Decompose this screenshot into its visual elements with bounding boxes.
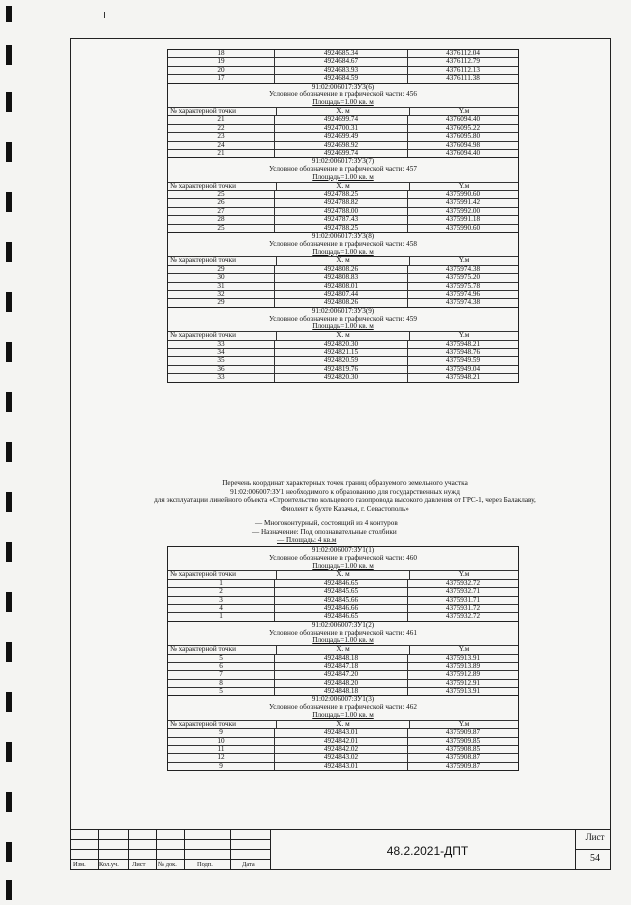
y-coordinate-cell: 4375975.78 [445,281,481,290]
y-coordinate-cell: 4375908.85 [445,745,481,754]
point-number-cell: 9 [168,729,275,736]
contour-area: Площадь=1.00 кв. м [312,636,374,645]
contour-table [167,307,519,383]
table-row [168,50,518,57]
x-coordinate-cell: 4924788.00 [275,208,408,215]
point-number-cell: 35 [168,357,275,364]
point-number-cell: 10 [168,738,275,745]
point-number-cell: 6 [168,663,275,670]
point-number-cell: 21 [168,116,275,123]
table-row [168,687,518,695]
stamp-col-date: Дата [242,861,255,868]
column-header-y: Y.м [458,106,470,115]
table-row [168,141,518,149]
table-row [168,654,518,662]
point-number-cell: 2 [168,588,275,595]
coordinate-rows [168,645,518,695]
y-coordinate-cell: 4375992.00 [445,206,481,215]
point-number-cell: 3 [168,597,275,604]
point-number-cell: 12 [168,754,275,761]
y-coordinate-cell: 4375948.21 [445,373,481,382]
table-row [168,190,518,198]
contour-area: Площадь=1.00 кв. м [312,247,374,256]
y-coordinate-cell: 4376112.13 [446,65,480,74]
column-header-point: № характерной точки [168,646,277,653]
point-number-cell: 1 [168,613,275,620]
x-coordinate-cell: 4924842.02 [275,746,408,753]
column-header-y: Y.м [458,719,470,728]
contour-id: 91:02:006007:ЗУ1(3) [311,695,375,704]
y-coordinate-cell: 4375990.60 [445,223,481,232]
point-number-cell: 22 [168,125,275,132]
property-purpose: — Назначение: Под опознавательные столбики [252,527,397,536]
table-row [168,215,518,223]
table-header-row [168,721,518,728]
y-coordinate-cell: 4375912.91 [445,678,481,687]
x-coordinate-cell: 4924845.65 [275,588,408,595]
x-coordinate-cell: 4924685.34 [275,50,408,57]
stamp-col-doc: № док. [158,861,177,868]
x-coordinate-cell: 4924788.25 [275,191,408,198]
point-number-cell: 5 [168,655,275,662]
column-header-y: Y.м [458,645,470,654]
table-row [168,356,518,364]
contour-table [167,621,519,696]
column-header-x: X. м [277,108,410,115]
parcel-properties [252,519,398,545]
column-header-y: Y.м [458,181,470,190]
table-row [168,679,518,687]
table-row [168,290,518,298]
column-header-y: Y.м [458,570,470,579]
point-number-cell: 34 [168,349,275,356]
table-row [168,579,518,587]
table-row [168,265,518,273]
coordinate-rows [168,720,518,770]
x-coordinate-cell: 4924683.93 [275,67,408,74]
y-coordinate-cell: 4375913.91 [445,653,481,662]
table-group-continued [167,49,519,83]
coordinate-tables-lower [167,546,519,771]
point-number-cell: 1 [168,580,275,587]
point-number-cell: 17 [168,75,275,82]
y-coordinate-cell: 4376111.38 [446,74,480,83]
y-coordinate-cell: 4376112.04 [446,49,480,57]
y-coordinate-cell: 4375913.91 [445,687,481,696]
y-coordinate-cell: 4375991.42 [445,198,481,207]
column-header-point: № характерной точки [168,257,277,264]
table-row [168,124,518,132]
table-row [168,57,518,65]
column-header-y: Y.м [458,256,470,265]
column-header-x: X. м [277,571,410,578]
contour-legend: Условное обозначение в графической части: 462 [269,703,417,712]
contour-id: 91:02:006017:ЗУ3(6) [311,82,375,91]
intro-line-1: Перечень координат характерных точек границ образуемого земельного участка [222,479,468,487]
y-coordinate-cell: 4375991.18 [445,215,481,224]
point-number-cell: 31 [168,283,275,290]
y-coordinate-cell: 4375948.76 [445,347,481,356]
table-header-row [168,332,518,339]
x-coordinate-cell: 4924788.25 [275,225,408,232]
scan-mark [104,12,105,18]
column-header-x: X. м [277,646,410,653]
point-number-cell: 32 [168,291,275,298]
x-coordinate-cell: 4924820.30 [275,374,408,381]
table-row [168,273,518,281]
contour-area: Площадь=1.00 кв. м [312,561,374,570]
y-coordinate-cell: 4375948.21 [445,339,481,348]
point-number-cell: 7 [168,671,275,678]
y-coordinate-cell: 4376094.40 [445,115,481,124]
sheet-label: Лист [585,832,605,842]
point-number-cell: 23 [168,133,275,140]
stamp-col-kol-uch: Кол.уч. [99,861,119,868]
contour-id: 91:02:006007:ЗУ1(1) [311,546,375,554]
table-row [168,74,518,82]
y-coordinate-cell: 4376095.80 [445,132,481,141]
x-coordinate-cell: 4924819.76 [275,366,408,373]
contour-table [167,232,519,307]
y-coordinate-cell: 4376094.40 [445,148,481,157]
contour-table [167,695,519,771]
contour-area: Площадь=1.00 кв. м [312,711,374,720]
table-row [168,662,518,670]
point-number-cell: 9 [168,763,275,770]
table-row [168,728,518,736]
point-number-cell: 33 [168,341,275,348]
y-coordinate-cell: 4375949.04 [445,364,481,373]
y-coordinate-cell: 4375931.72 [445,603,481,612]
x-coordinate-cell: 4924808.83 [275,274,408,281]
x-coordinate-cell: 4924808.01 [275,283,408,290]
x-coordinate-cell: 4924699.74 [275,150,408,157]
table-row [168,753,518,761]
contour-table [167,546,519,621]
contour-table [167,157,519,232]
point-number-cell: 30 [168,274,275,281]
stamp-col-list: Лист [132,861,146,868]
column-header-point: № характерной точки [168,721,277,728]
table-row [168,298,518,306]
table-row [168,282,518,290]
table-row [168,224,518,232]
x-coordinate-cell: 4924821.15 [275,349,408,356]
x-coordinate-cell: 4924848.18 [275,655,408,662]
point-number-cell: 26 [168,199,275,206]
y-coordinate-cell: 4375975.20 [445,273,481,282]
table-row [168,348,518,356]
table-row [168,737,518,745]
x-coordinate-cell: 4924808.26 [275,266,408,273]
stamp-col-izm: Изм. [73,861,86,868]
point-number-cell: 24 [168,142,275,149]
y-coordinate-cell: 4375932.72 [445,612,481,621]
point-number-cell: 36 [168,366,275,373]
point-number-cell: 29 [168,266,275,273]
x-coordinate-cell: 4924847.18 [275,663,408,670]
contour-id: 91:02:006017:ЗУ3(9) [311,306,375,315]
coordinate-rows [168,331,518,381]
table-header-row [168,646,518,653]
x-coordinate-cell: 4924820.59 [275,357,408,364]
x-coordinate-cell: 4924684.67 [275,58,408,65]
y-coordinate-cell: 4375974.38 [445,264,481,273]
point-number-cell: 25 [168,191,275,198]
point-number-cell: 19 [168,58,275,65]
point-number-cell: 4 [168,605,275,612]
table-header-row [168,108,518,115]
point-number-cell: 27 [168,208,275,215]
column-header-x: X. м [277,183,410,190]
x-coordinate-cell: 4924700.31 [275,125,408,132]
x-coordinate-cell: 4924842.01 [275,738,408,745]
table-row [168,373,518,381]
coordinate-rows [168,182,518,232]
x-coordinate-cell: 4924843.02 [275,754,408,761]
title-block [70,829,611,870]
point-number-cell: 11 [168,746,275,753]
x-coordinate-cell: 4924848.18 [275,688,408,695]
x-coordinate-cell: 4924684.59 [275,75,408,82]
y-coordinate-cell: 4375932.72 [445,578,481,587]
table-header-row [168,257,518,264]
y-coordinate-cell: 4375909.87 [445,728,481,737]
property-area: — Площадь: 4 кв.м [277,536,337,545]
contour-legend: Условное обозначение в графической части: 457 [269,165,417,174]
intro-line-3: для эксплуатации линейного объекта «Строительство кольцевого газопровода высокого давления от ГРС-1, через Балаклаву, [154,496,536,505]
table-row [168,207,518,215]
coordinate-rows [168,256,518,306]
point-number-cell: 29 [168,299,275,306]
x-coordinate-cell: 4924848.20 [275,680,408,687]
x-coordinate-cell: 4924843.01 [275,729,408,736]
table-row [168,149,518,157]
contour-legend: Условное обозначение в графической части: 458 [269,239,417,248]
sheet-number: 54 [590,853,600,864]
column-header-point: № характерной точки [168,183,277,190]
coordinate-tables-upper [167,49,519,383]
contour-id: 91:02:006017:ЗУ3(7) [311,157,375,166]
y-coordinate-cell: 4375974.96 [445,289,481,298]
contour-area: Площадь=1.00 кв. м [312,98,374,107]
column-header-x: X. м [277,257,410,264]
table-row [168,365,518,373]
y-coordinate-cell: 4376095.22 [445,123,481,132]
point-number-cell: 5 [168,688,275,695]
contour-area: Площадь=1.00 кв. м [312,172,374,181]
table-row [168,66,518,74]
point-number-cell: 25 [168,225,275,232]
property-contours: — Многоконтурный, состоящий из 4 контуров [255,519,398,527]
column-header-point: № характерной точки [168,571,277,578]
point-number-cell: 18 [168,50,275,57]
table-row [168,596,518,604]
y-coordinate-cell: 4376112.79 [446,57,480,66]
y-coordinate-cell: 4375913.89 [445,661,481,670]
contour-legend: Условное обозначение в графической части: 456 [269,90,417,99]
y-coordinate-cell: 4375908.87 [445,753,481,762]
x-coordinate-cell: 4924807.44 [275,291,408,298]
contour-legend: Условное обозначение в графической части: 459 [269,314,417,323]
stamp-col-sign: Подп. [197,861,213,868]
y-coordinate-cell: 4375974.38 [445,298,481,307]
table-row [168,340,518,348]
y-coordinate-cell: 4375912.89 [445,670,481,679]
table-row [168,745,518,753]
y-coordinate-cell: 4375932.71 [445,587,481,596]
x-coordinate-cell: 4924699.74 [275,116,408,123]
contour-legend: Условное обозначение в графической части: 461 [269,628,417,637]
x-coordinate-cell: 4924847.20 [275,671,408,678]
x-coordinate-cell: 4924846.66 [275,605,408,612]
table-row [168,612,518,620]
x-coordinate-cell: 4924787.43 [275,216,408,223]
column-header-x: X. м [277,721,410,728]
table-row [168,762,518,770]
table-row [168,198,518,206]
table-row [168,670,518,678]
table-row [168,132,518,140]
y-coordinate-cell: 4375931.71 [445,595,481,604]
y-coordinate-cell: 4375990.60 [445,190,481,199]
point-number-cell: 20 [168,67,275,74]
y-coordinate-cell: 4376094.98 [445,140,481,149]
coordinate-rows [168,570,518,620]
x-coordinate-cell: 4924698.92 [275,142,408,149]
contour-legend: Условное обозначение в графической части: 460 [269,553,417,562]
table-header-row [168,183,518,190]
contour-area: Площадь=1.00 кв. м [312,322,374,331]
contour-id: 91:02:006007:ЗУ1(2) [311,620,375,629]
x-coordinate-cell: 4924846.65 [275,613,408,620]
x-coordinate-cell: 4924820.30 [275,341,408,348]
column-header-y: Y.м [458,331,470,340]
table-row [168,604,518,612]
contour-id: 91:02:006017:ЗУ3(8) [311,232,375,241]
intro-line-4: Фиолент к бухте Казачья, г. Севастополь» [281,504,409,513]
intro-line-2: 91:02:006007:ЗУ1 необходимого к образованию для государственных нужд [230,487,460,496]
y-coordinate-cell: 4375909.87 [445,761,481,770]
y-coordinate-cell: 4375909.85 [445,736,481,745]
point-number-cell: 33 [168,374,275,381]
contour-table [167,83,519,158]
y-coordinate-cell: 4375949.59 [445,356,481,365]
point-number-cell: 28 [168,216,275,223]
x-coordinate-cell: 4924845.66 [275,597,408,604]
column-header-x: X. м [277,332,410,339]
x-coordinate-cell: 4924808.26 [275,299,408,306]
point-number-cell: 8 [168,680,275,687]
coordinate-rows [168,107,518,157]
x-coordinate-cell: 4924846.65 [275,580,408,587]
table-row [168,115,518,123]
x-coordinate-cell: 4924788.82 [275,199,408,206]
table-header-row [168,571,518,578]
document-code: 48.2.2021-ДПТ [386,844,469,858]
point-number-cell: 21 [168,150,275,157]
x-coordinate-cell: 4924699.49 [275,133,408,140]
intro-paragraph [130,479,560,513]
x-coordinate-cell: 4924843.01 [275,763,408,770]
column-header-point: № характерной точки [168,108,277,115]
column-header-point: № характерной точки [168,332,277,339]
table-row [168,587,518,595]
